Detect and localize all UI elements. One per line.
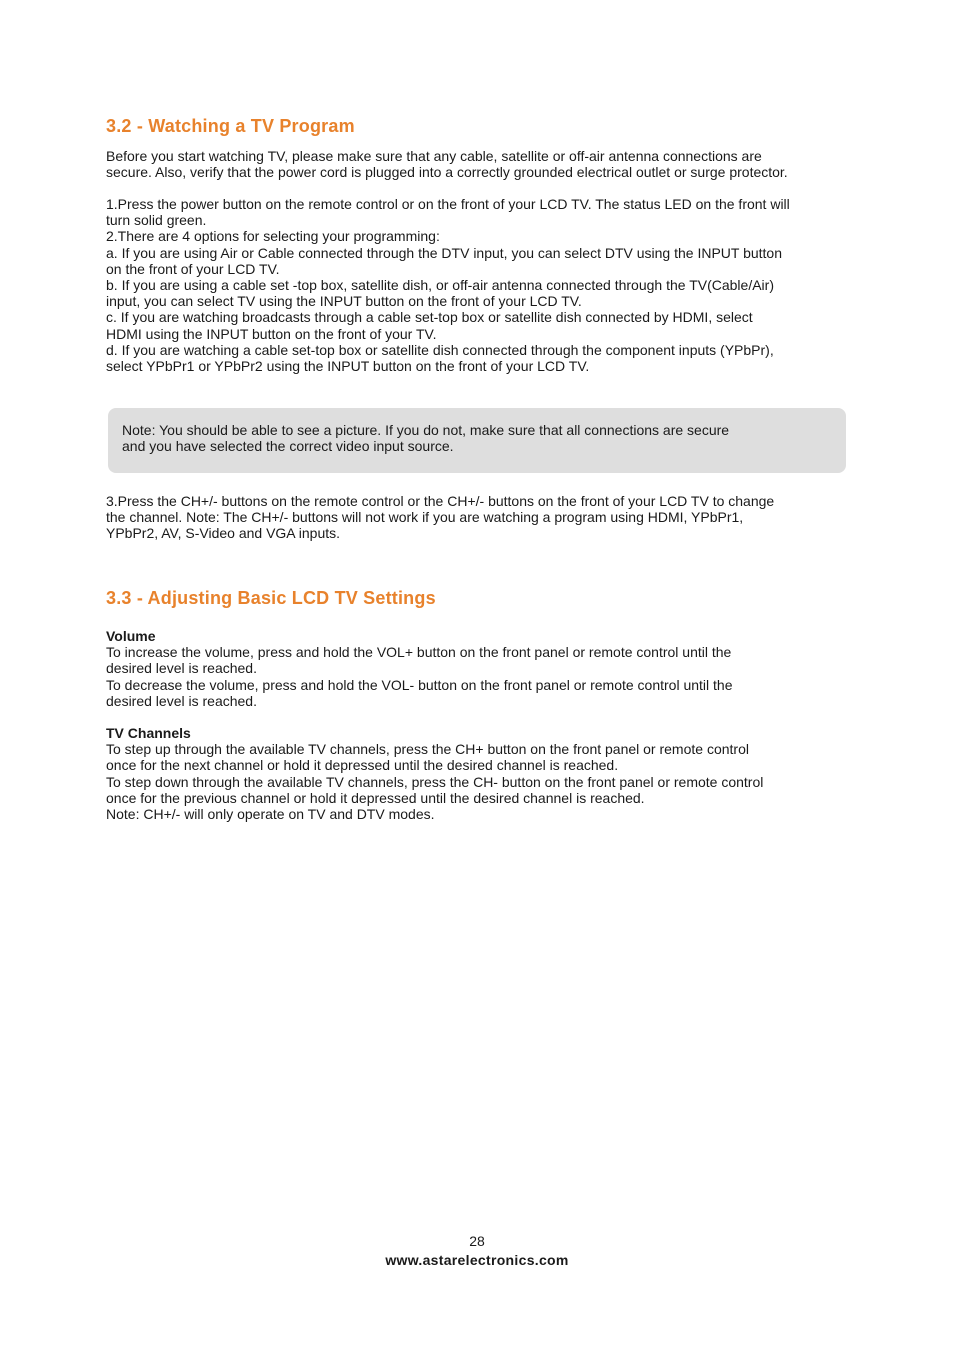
step-line: 2.There are 4 options for selecting your programming: [106, 228, 440, 245]
step-3-line: the channel. Note: The CH+/- buttons will not work if you are watching a program using HDMI, YPbPr1, [106, 509, 744, 526]
note-text [122, 422, 729, 454]
section-3-2-intro [106, 148, 886, 180]
step-line: HDMI using the INPUT button on the front of your TV. [106, 325, 437, 342]
channels-line: To step down through the available TV channels, press the CH- button on the front panel or remote control [106, 773, 764, 790]
step-3-line: YPbPr2, AV, S-Video and VGA inputs. [106, 525, 341, 542]
section-3-3-heading: 3.3 - Adjusting Basic LCD TV Settings [106, 588, 436, 608]
channels-line: To step up through the available TV channels, press the CH+ button on the front panel or remote control [106, 741, 749, 758]
step-line: a. If you are using Air or Cable connected through the DTV input, you can select DTV using the INPUT button [106, 244, 783, 261]
volume-section [106, 628, 886, 709]
volume-line: To increase the volume, press and hold the VOL+ button on the front panel or remote control until the [106, 644, 732, 661]
channels-line: Note: CH+/- will only operate on TV and DTV modes. [106, 806, 435, 823]
step-line: c. If you are watching broadcasts through a cable set-top box or satellite dish connected by HDMI, select [106, 309, 753, 326]
step-line: d. If you are watching a cable set-top box or satellite dish connected through the component inputs (YPbPr), [106, 341, 774, 358]
volume-line: desired level is reached. [106, 692, 257, 709]
page-number: 28 [469, 1233, 485, 1249]
channels-line: once for the previous channel or hold it depressed until the desired channel is reached. [106, 789, 645, 806]
volume-line: To decrease the volume, press and hold the VOL- button on the front panel or remote control until the [106, 676, 733, 693]
section-3-2-steps [106, 196, 886, 374]
step-line: b. If you are using a cable set -top box, satellite dish, or off-air antenna connected through the TV(Cable/Air) [106, 277, 774, 294]
note-box [108, 408, 846, 473]
step-3-line: 3.Press the CH+/- buttons on the remote control or the CH+/- buttons on the front of your LCD TV to change [106, 493, 775, 509]
tv-channels-section [106, 725, 886, 822]
step-line: 1.Press the power button on the remote control or on the front of your LCD TV. The status LED on the front will [106, 196, 790, 212]
volume-subheading: Volume [106, 628, 156, 644]
section-3-2-step-3 [106, 493, 886, 542]
section-3-2-heading: 3.2 - Watching a TV Program [106, 116, 355, 136]
website-url: www.astarelectronics.com [385, 1252, 569, 1268]
tv-channels-subheading: TV Channels [106, 725, 191, 741]
step-line: select YPbPr1 or YPbPr2 using the INPUT button on the front of your LCD TV. [106, 358, 590, 375]
note-line: Note: You should be able to see a picture. If you do not, make sure that all connections are secure [122, 422, 730, 438]
step-line: on the front of your LCD TV. [106, 260, 280, 277]
step-line: input, you can select TV using the INPUT button on the front of your LCD TV. [106, 293, 582, 310]
note-line: and you have selected the correct video input source. [122, 438, 454, 455]
intro-line: secure. Also, verify that the power cord is plugged into a correctly grounded electrical outlet or surge protector. [106, 164, 788, 181]
volume-line: desired level is reached. [106, 660, 257, 677]
channels-line: once for the next channel or hold it depressed until the desired channel is reached. [106, 757, 619, 774]
intro-line: Before you start watching TV, please make sure that any cable, satellite or off-air antenna connections are [106, 148, 762, 164]
step-line: turn solid green. [106, 212, 207, 229]
